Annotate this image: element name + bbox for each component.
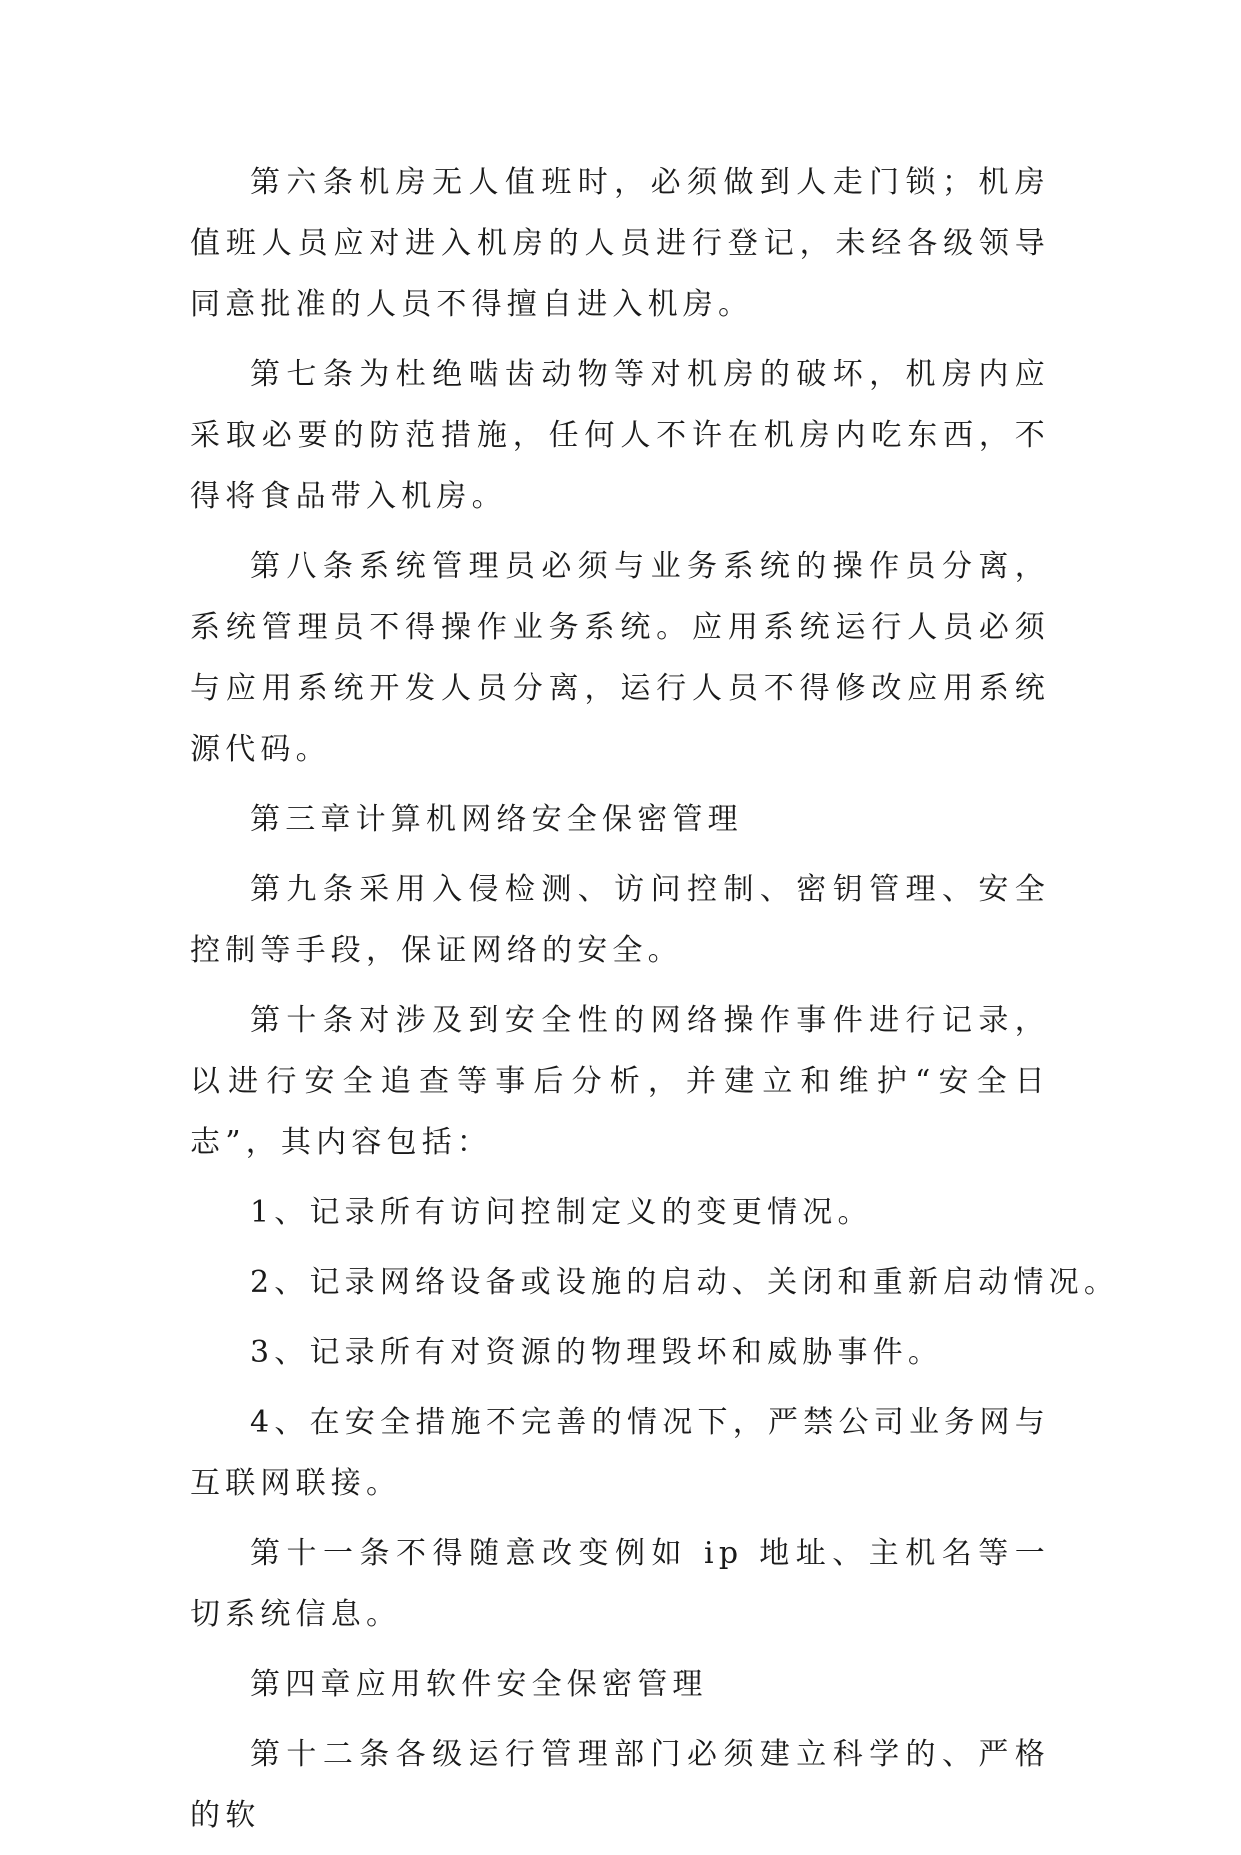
- paragraph-article-8: 第八条系统管理员必须与业务系统的操作员分离，系统管理员不得操作业务系统。应用系统运行人员必须与应用系统开发人员分离，运行人员不得修改应用系统源代码。: [190, 549, 1050, 767]
- chapter-3-heading: 第三章计算机网络安全保密管理: [250, 802, 743, 837]
- paragraph-article-12: 第十二条各级运行管理部门必须建立科学的、严格的软: [190, 1737, 1050, 1833]
- chapter-4-heading: 第四章应用软件安全保密管理: [250, 1667, 708, 1702]
- list-item-2: 2、记录网络设备或设施的启动、关闭和重新启动情况。: [250, 1265, 1120, 1300]
- paragraph-article-9: 第九条采用入侵检测、访问控制、密钥管理、安全控制等手段，保证网络的安全。: [190, 872, 1050, 968]
- paragraph-article-6: 第六条机房无人值班时，必须做到人走门锁；机房值班人员应对进入机房的人员进行登记，未经各级领导同意批准的人员不得擅自进入机房。: [190, 165, 1050, 322]
- paragraph-article-10: 第十条对涉及到安全性的网络操作事件进行记录，以进行安全追查等事后分析，并建立和维护“安全日志”，其内容包括：: [190, 1003, 1050, 1160]
- list-item-4: 4、在安全措施不完善的情况下，严禁公司业务网与互联网联接。: [190, 1405, 1050, 1501]
- paragraph-article-7: 第七条为杜绝啮齿动物等对机房的破坏，机房内应采取必要的防范措施，任何人不许在机房内吃东西，不得将食品带入机房。: [190, 357, 1050, 514]
- paragraph-article-11: 第十一条不得随意改变例如 ip 地址、主机名等一切系统信息。: [190, 1536, 1050, 1632]
- document-body: [190, 152, 1120, 1855]
- list-item-1: 1、记录所有访问控制定义的变更情况。: [250, 1195, 873, 1230]
- list-item-3: 3、记录所有对资源的物理毁坏和威胁事件。: [250, 1335, 944, 1370]
